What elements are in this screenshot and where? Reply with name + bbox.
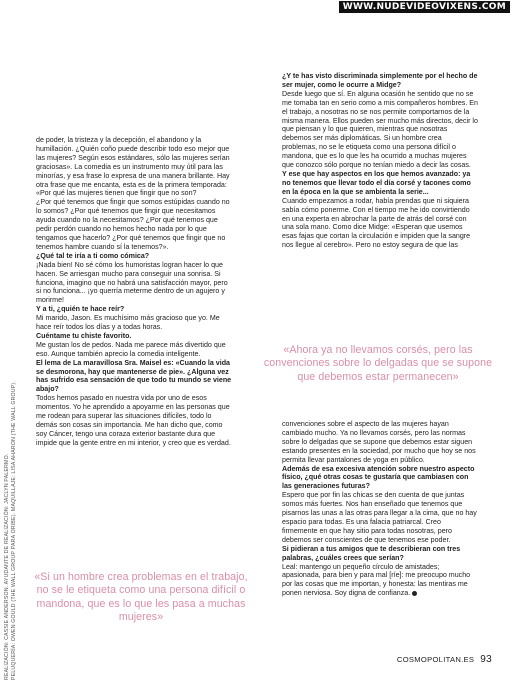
- right-bottom-column: [282, 420, 478, 598]
- page-number: 93: [480, 654, 492, 665]
- paragraph: Todos hemos pasado en nuestra vida por uno de esos momentos. Yo he aprendido a apoyarme en las personas que me rodean para superar las situaciones difíciles, todo lo demás son cosas sin importancia. Me han dicho que, como soy Cáncer, tengo una coraza exterior bastante dura que impide que la gente entre en mi interior, y creo que es verdad.: [36, 394, 231, 447]
- paragraph: Mi marido, Jason. Es muchísimo más gracioso que yo. Me hace reír todos los días y a todas horas.: [36, 314, 220, 332]
- paragraph-last: [282, 563, 478, 599]
- right-top-column: [282, 72, 478, 250]
- paragraph: Me gustan los de pedos. Nada me parece más divertido que eso. Aunque también aprecio la comedia inteligente.: [36, 340, 226, 358]
- page-footer: [397, 654, 492, 665]
- photo-credits: [4, 300, 18, 680]
- interview-question: El lema de La maravillosa Sra. Maisel es: «Cuando la vida se desmorona, hay que mantenerse de pie». ¿Alguna vez has sufrido esa sensación de que todo tu mundo se viene abajo?: [36, 358, 232, 394]
- interview-question: Si pidieran a tus amigos que te describieran con tres palabras, ¿cuáles crees que serían?: [282, 544, 461, 562]
- paragraph: ¿Por qué tenemos que fingir que somos estúpidas cuando no lo somos? ¿Por qué tenemos que fingir que necesitamos ayuda cuando no la necesitamos? ¿Por qué tenemos que pedir perdón cuando no hemos hecho nada por lo que tengamos que hacerlo? ¿Por qué tenemos que fingir que no tenemos hambre cuando sí la tenemos?».: [36, 198, 230, 251]
- watermark-banner: WWW.NUDEVIDEOVIXENS.COM: [339, 1, 510, 13]
- interview-question: ¿Qué tal te iría a ti como cómica?: [36, 251, 150, 260]
- end-mark-icon: [412, 591, 417, 596]
- interview-question: Y ese que hay aspectos en los que hemos avanzado: ya no tenemos que llevar todo el día corsé y tacones como en la época en la que se ambienta la serie...: [282, 169, 471, 196]
- credits-line: REALIZACIÓN: CASSIE ANDERSON. AYUDANTE DE REALIZACIÓN: JACLYN PALERMO.: [4, 453, 10, 680]
- interview-question: Cuéntame tu chiste favorito.: [36, 331, 132, 340]
- interview-question: Además de esa excesiva atención sobre nuestro aspecto físico, ¿qué otras cosas te gustaría que cambiasen con las generaciones futuras?: [282, 464, 475, 491]
- paragraph: Cuando empezamos a rodar, había prendas que ni siquiera sabía cómo ponerme. Con el tiempo me he ido convirtiendo en una experta en abrochar la parte de atrás del corsé con una sola mano. Como dice Midge: «Esperan que usemos esas fajas que cortan la circulación e impiden que la sangre nos llegue al cerebro». Pero no estoy segura de que las: [282, 196, 471, 250]
- magazine-name: COSMOPOLITAN.ES: [396, 655, 475, 664]
- interview-question: Y a ti, ¿quién te hace reír?: [36, 305, 125, 314]
- paragraph-text: Leal: mantengo un pequeño círculo de amistades; apasionada, para bien y para mal [ríe]: me preocupo mucho por las cosas que me importan, y honesta: las mentiras me ponen nerviosa. Soy digna de confianza.: [282, 562, 471, 598]
- pull-quote-corsets: «Ahora ya no llevamos corsés, pero las convenciones sobre lo delgadas que se supone que debemos estar permanecen»: [263, 344, 493, 383]
- left-column: [36, 136, 232, 448]
- paragraph: ¡Nada bien! No sé cómo los humoristas logran hacer lo que hacen. Se arriesgan mucho para conseguir una sonrisa. Si funciona, imagino que no habrá una satisfacción mayor, pero si no funciona... ¡yo querría meterme dentro de un agujero y morirme!: [36, 260, 228, 305]
- paragraph: convenciones sobre el aspecto de las mujeres hayan cambiado mucho. Ya no llevamos corsés, pero las normas sobre lo delgadas que se supone que debemos estar siguen estando presentes en la sociedad, por mucho que hoy se nos permita llevar pantalones de yoga en público.: [282, 420, 476, 464]
- paragraph: Espero que por fin las chicas se den cuenta de que juntas somos más fuertes. Nos han enseñado que tenemos que pisarnos las unas a las otras para llegar a la cima, que no hay espacio para todas. Es una falacia patriarcal. Creo firmemente en que hay sitio para todas nosotras, pero debemos ser conscientes de que tenemos ese poder.: [282, 491, 477, 544]
- interview-question: ¿Y te has visto discriminada simplemente por el hecho de ser mujer, como le ocurre a Midge?: [282, 72, 478, 89]
- credits-line: PELUQUERÍA: OWEN GOULD (THE WALL GROUP PARA ORIBE). MAQUILLAJE: LISA AHARON (THE WALL GROUP).: [11, 381, 17, 680]
- paragraph: Desde luego que sí. En alguna ocasión he sentido que no se me tomaba tan en serio como a mis compañeros hombres. En el trabajo, a nosotras no se nos permite comportarnos de la misma manera. Ellos pueden ser mucho más directos, decir lo que piensan y lo que quieren, mientras que nosotras debemos ser más diplomáticas. Si un hombre crea problemas, no se le etiqueta como una persona difícil o mandona, que es lo que les ha ocurrido a muchas mujeres que conozco sólo porque no tenían miedo a decir las cosas.: [282, 89, 478, 170]
- paragraph: de poder, la tristeza y la decepción, el abandono y la humillación. ¿Quién coño puede describir todo eso mejor que las mujeres? Según esos estándares, sólo las mujeres serían graciosas». La comedia es un instrumento muy útil para las minorías, y esa frase lo expresa de una manera brillante. Hay otra frase que me encanta, esta es de la primera temporada: «Por qué las mujeres tienen que fingir que no son?: [36, 136, 230, 198]
- pull-quote-men: «Si un hombre crea problemas en el trabajo, no se le etiqueta como una persona difícil o mandona, que es lo que les pasa a muchas mujeres»: [34, 571, 248, 624]
